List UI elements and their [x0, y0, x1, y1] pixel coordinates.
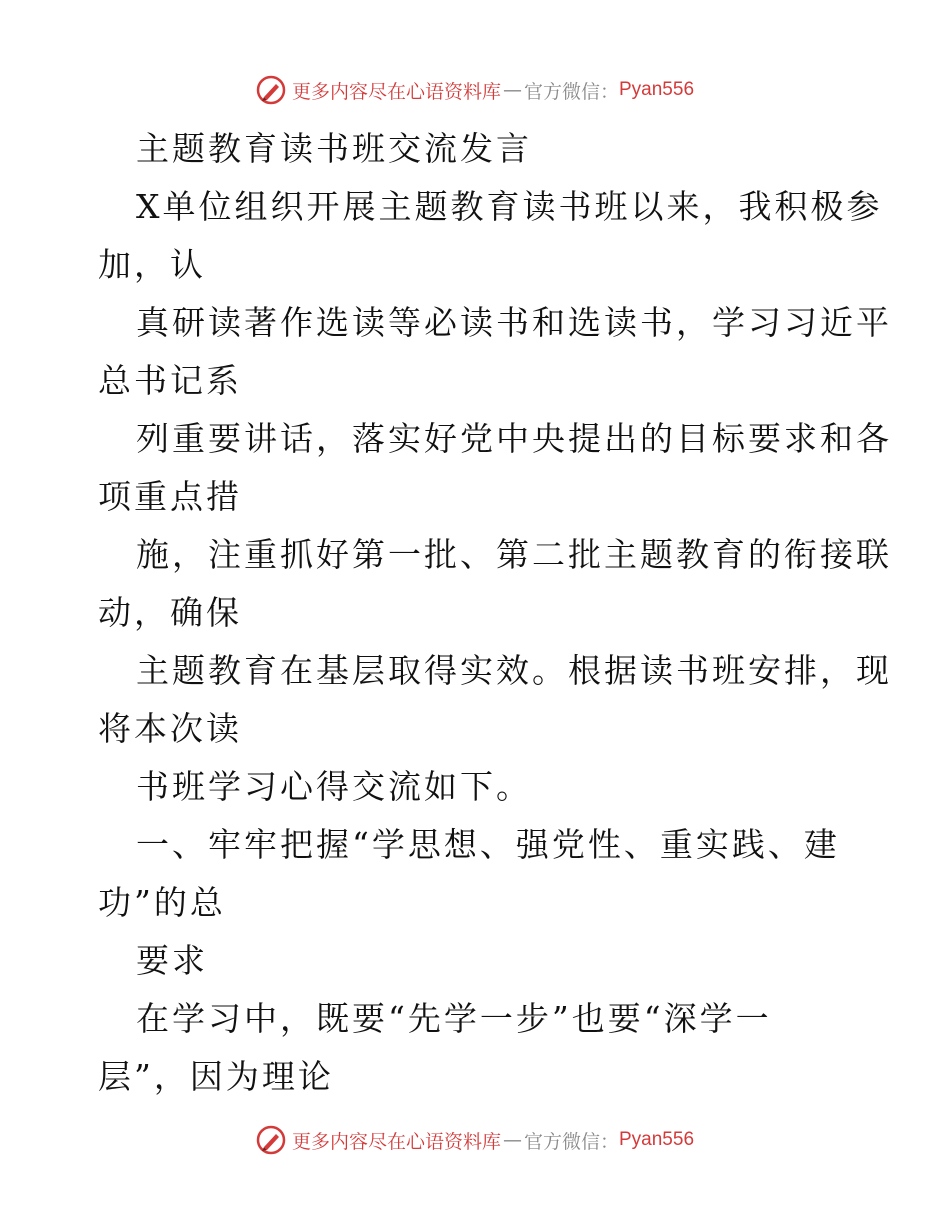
watermark-text: 更多内容尽在心语资料库 — [291, 80, 501, 103]
section-heading-continued: 功”的总 — [98, 883, 226, 922]
body-line: 真研读著作选读等必读书和选读书，学习习近平 — [136, 303, 892, 342]
watermark-separator: — — [502, 1129, 522, 1151]
pen-logo-icon — [256, 1125, 286, 1155]
body-line: 将本次读 — [98, 709, 242, 748]
body-line: 在学习中，既要“先学一步”也要“深学一 — [136, 999, 772, 1038]
body-line: 主题教育在基层取得实效。根据读书班安排，现 — [136, 651, 892, 690]
pen-logo-icon — [256, 75, 286, 105]
watermark-account-id: Pyan556 — [619, 79, 695, 100]
watermark-separator: — — [502, 79, 522, 101]
watermark-account-label: 官方微信： — [523, 80, 619, 103]
body-line: X单位组织开展主题教育读书班以来，我积极参 — [136, 187, 883, 226]
body-line: 书班学习心得交流如下。 — [136, 767, 532, 806]
document-title: 主题教育读书班交流发言 — [136, 129, 532, 168]
body-line: 动，确保 — [98, 593, 242, 632]
watermark-text: 更多内容尽在心语资料库 — [291, 1130, 501, 1153]
body-line: 项重点措 — [98, 477, 242, 516]
body-line: 加，认 — [98, 245, 206, 284]
body-line: 列重要讲话，落实好党中央提出的目标要求和各 — [136, 419, 892, 458]
body-line: 施，注重抓好第一批、第二批主题教育的衔接联 — [136, 535, 892, 574]
footer-watermark — [0, 1120, 950, 1160]
watermark-account-id: Pyan556 — [619, 1129, 695, 1150]
watermark-account-label: 官方微信： — [523, 1130, 619, 1153]
body-line: 总书记系 — [98, 361, 242, 400]
section-heading-continued: 要求 — [136, 941, 208, 980]
header-watermark — [0, 70, 950, 110]
body-line: 层”，因为理论 — [98, 1057, 334, 1096]
section-heading: 一、牢牢把握“学思想、强党性、重实践、建 — [136, 825, 840, 864]
